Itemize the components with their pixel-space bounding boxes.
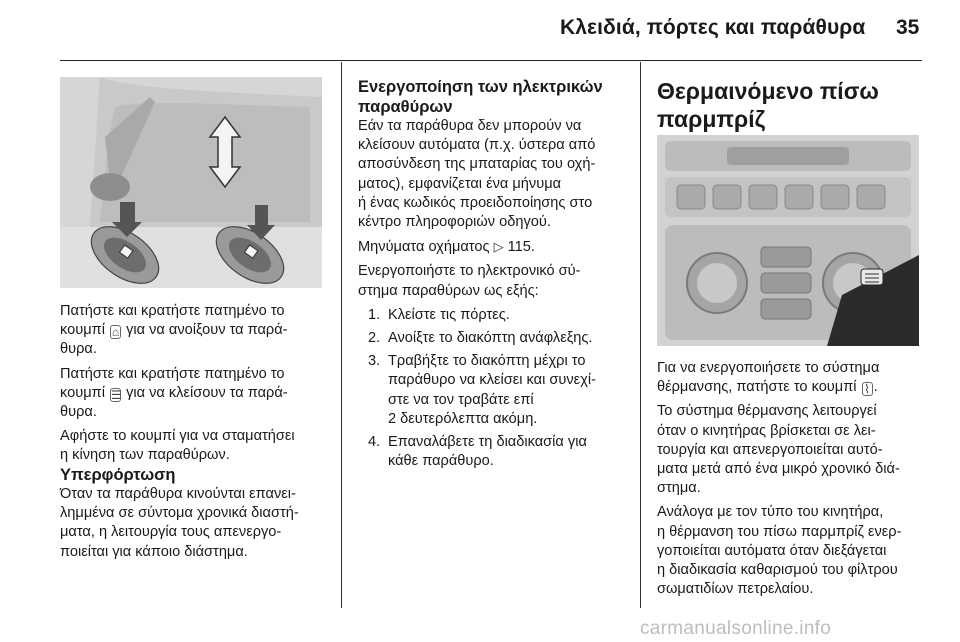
- paragraph-stop-windows: Αφήστε το κουμπί για να σταματήσει η κίνηση των παραθύρων.: [60, 428, 295, 464]
- header-rule: [60, 60, 922, 61]
- rear-defrost-icon: ⌇: [862, 382, 873, 396]
- paragraph-activate-heating: Για να ενεργοποιήσετε το σύστημα θέρμανσης, πατήστε το κουμπί ⌇ .: [657, 360, 880, 397]
- paragraph-engine-type: Ανάλογα με τον τύπο του κινητήρα, η θέρμανση του πίσω παρμπρίζ ενερ- γοποιείται αυτόματα όταν διεξάγεται η διαδικασία καθαρισμού του φίλτρου σωματιδίων πετρελαίου.: [657, 504, 902, 598]
- activation-steps-list: [358, 306, 633, 472]
- lock-icon: ☰: [111, 387, 122, 402]
- activation-heading: Ενεργοποίηση των ηλεκτρικών παραθύρων: [358, 78, 603, 116]
- column-2-text: [358, 77, 633, 475]
- paragraph-overload: Όταν τα παράθυρα κινούνται επανει- λημμένα σε σύντομα χρονικά διαστή- ματα, η λειτουργία τους απενεργο- ποιείται για κάποιο διάστημα.: [60, 486, 299, 560]
- watermark: carmanualsonline.info: [640, 618, 832, 639]
- list-item: 2. Ανοίξτε το διακόπτη ανάφλεξης.: [368, 330, 593, 347]
- paragraph-open-windows: Πατήστε και κρατήστε πατημένο το κουμπί ⌂ για να ανοίξουν τα παρά- θυρα.: [60, 303, 288, 358]
- page-header-title: Κλειδιά, πόρτες και παράθυρα: [560, 16, 866, 39]
- heated-rear-window-heading: Θερμαινόμενο πίσω παρμπρίζ: [657, 78, 879, 132]
- list-item: 4. Επαναλάβετε τη διαδικασία για κάθε παράθυρο.: [368, 434, 587, 470]
- column-separator: [640, 62, 641, 608]
- list-item: 3. Τραβήξτε το διακόπτη μέχρι το παράθυρο να κλείσει και συνεχί- στε να τον τραβάτε επί 2 δευτερόλεπτα ακόμη.: [368, 353, 596, 427]
- climate-control-panel-illustration: [657, 135, 919, 346]
- paragraph-activation-intro: Εάν τα παράθυρα δεν μπορούν να κλείσουν αυτόματα (π.χ. ύστερα από αποσύνδεση της μπαταρίας του οχή- ματος), εμφανίζεται ένα μήνυμα ή ένας κωδικός προειδοποίησης στο κέντρο πληροφοριών οδηγού.: [358, 118, 596, 231]
- paragraph-vehicle-messages: Μηνύματα οχήματος ▷ 115.: [358, 239, 535, 256]
- column-separator: [341, 62, 342, 608]
- heated-rear-window-heading-block: [657, 77, 927, 133]
- unlock-icon: ⌂: [111, 325, 120, 340]
- column-1-text: [60, 302, 335, 471]
- column-3-text: [657, 359, 932, 604]
- overload-heading: Υπερφόρτωση: [60, 466, 176, 484]
- paragraph-close-windows: Πατήστε και κρατήστε πατημένο το κουμπί ☰ για να κλείσουν τα παρά- θυρα.: [60, 365, 288, 421]
- window-keyfob-illustration: [60, 77, 322, 288]
- paragraph-heating-operation: Το σύστημα θέρμανσης λειτουργεί όταν ο κινητήρας βρίσκεται σε λει- τουργία και απενεργοποιείται αυτό- ματα μετά από ένα μικρό χρονικό διά- στημα.: [657, 403, 900, 497]
- page-number: 35: [896, 16, 920, 39]
- overload-section: [60, 465, 335, 567]
- paragraph-activation-steps-intro: Ενεργοποιήστε το ηλεκτρονικό σύ- στημα παραθύρων ως εξής:: [358, 263, 581, 299]
- page-reference-arrow-icon: ▷: [493, 239, 504, 255]
- list-item: 1. Κλείστε τις πόρτες.: [368, 306, 510, 323]
